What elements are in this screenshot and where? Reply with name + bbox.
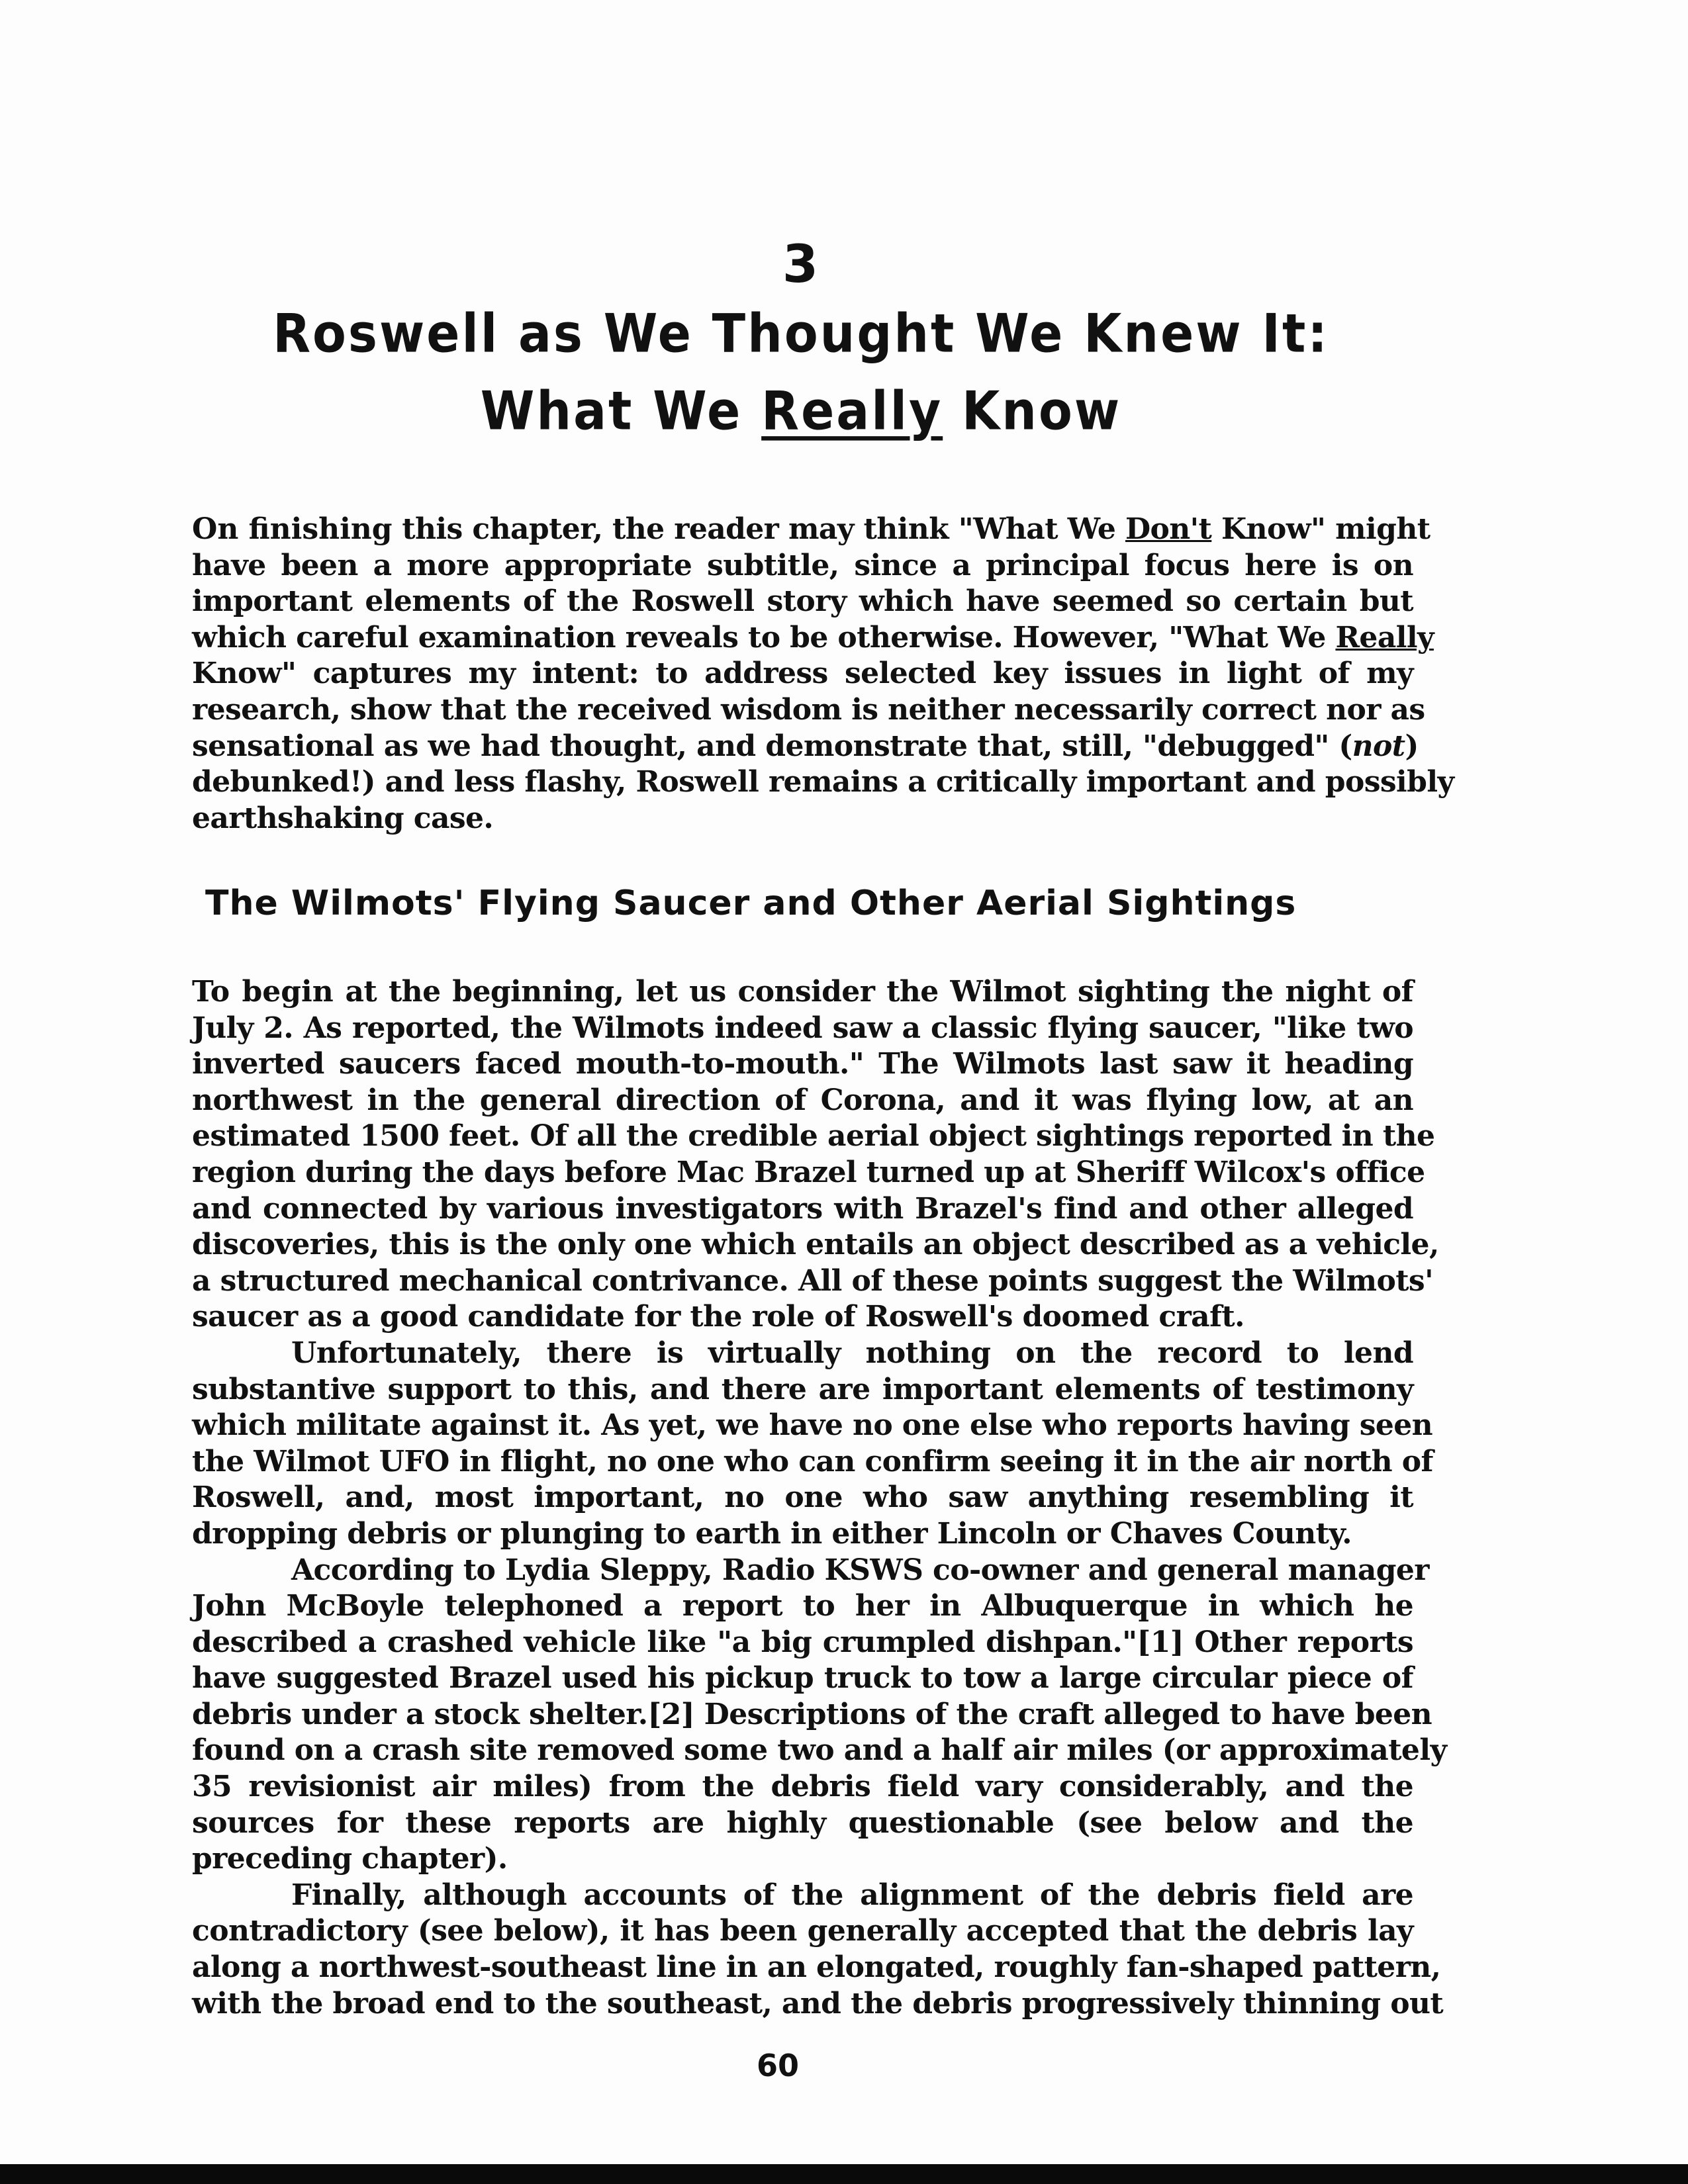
text-run: ) bbox=[1405, 729, 1419, 763]
text-line: and connected by various investigators with Brazel's find and other alleged bbox=[192, 1191, 1413, 1226]
text-line: Know" captures my intent: to address selected key issues in light of my bbox=[192, 657, 1413, 691]
text-line: John McBoyle telephoned a report to her in Albuquerque in which he bbox=[192, 1589, 1413, 1623]
title-emphasis: Really bbox=[761, 380, 943, 442]
text-line: have been a more appropriate subtitle, since a principal focus here is on bbox=[192, 548, 1413, 582]
text-line: earthshaking case. bbox=[192, 801, 494, 835]
text-line: estimated 1500 feet. Of all the credible aerial object sightings reported in the bbox=[192, 1119, 1435, 1154]
body-text bbox=[192, 974, 1447, 2022]
text-line: discoveries, this is the only one which entails an object described as a vehicle, bbox=[192, 1228, 1439, 1262]
text-line: saucer as a good candidate for the role of Roswell's doomed craft. bbox=[192, 1300, 1244, 1334]
chapter-title bbox=[132, 295, 1470, 449]
emphasis: Really bbox=[1335, 620, 1434, 655]
text-line: substantive support to this, and there are important elements of testimony bbox=[192, 1372, 1413, 1406]
page-number: 60 bbox=[756, 2048, 799, 2083]
text-line: debunked!) and less flashy, Roswell remains a critically important and possibly bbox=[192, 765, 1454, 799]
text-line: with the broad end to the southeast, and the debris progressively thinning out bbox=[192, 1986, 1444, 2021]
text-line: research, show that the received wisdom is neither necessarily correct nor as bbox=[192, 692, 1425, 727]
text-line bbox=[192, 729, 1419, 765]
chapter-number: 3 bbox=[782, 235, 820, 295]
text-line: dropping debris or plunging to earth in either Lincoln or Chaves County. bbox=[192, 1516, 1352, 1551]
title-text: What We bbox=[480, 380, 762, 442]
text-line: Finally, although accounts of the alignment of the debris field are bbox=[291, 1878, 1413, 1912]
text-run: which careful examination reveals to be otherwise. However, "What We bbox=[192, 620, 1336, 655]
text-line: important elements of the Roswell story which have seemed so certain but bbox=[192, 584, 1413, 619]
text-line bbox=[192, 974, 1413, 1011]
text-line: 35 revisionist air miles) from the debris field vary considerably, and the bbox=[192, 1770, 1413, 1804]
text-line: contradictory (see below), it has been generally accepted that the debris lay bbox=[192, 1914, 1413, 1948]
intro-paragraph bbox=[192, 512, 1454, 837]
text-line: Roswell, and, most important, no one who saw anything resembling it bbox=[192, 1480, 1413, 1515]
text-line: preceding chapter). bbox=[192, 1842, 508, 1876]
text-line: July 2. As reported, the Wilmots indeed saw a classic flying saucer, "like two bbox=[192, 1011, 1413, 1045]
chapter-title-line-1: Roswell as We Thought We Knew It: bbox=[273, 303, 1329, 365]
text-line: described a crashed vehicle like "a big crumpled dishpan."[1] Other reports bbox=[192, 1625, 1413, 1659]
text-line: inverted saucers faced mouth-to-mouth." The Wilmots last saw it heading bbox=[192, 1047, 1413, 1081]
text-line: debris under a stock shelter.[2] Descriptions of the craft alleged to have been bbox=[192, 1697, 1432, 1731]
text-line: sources for these reports are highly questionable (see below and the bbox=[192, 1805, 1413, 1840]
lead-words: To begin bbox=[192, 975, 334, 1009]
emphasis: Don't bbox=[1125, 512, 1212, 546]
emphasis: not bbox=[1352, 729, 1405, 763]
text-line: the Wilmot UFO in flight, no one who can confirm seeing it in the air north of bbox=[192, 1444, 1433, 1479]
chapter-title-line-2 bbox=[132, 373, 1470, 450]
text-run: this chapter, the reader may think "What We bbox=[392, 512, 1125, 546]
text-line: have suggested Brazel used his pickup truck to tow a large circular piece of bbox=[192, 1661, 1413, 1696]
text-line bbox=[192, 620, 1434, 657]
section-heading: The Wilmots' Flying Saucer and Other Aerial Sightings bbox=[205, 884, 1297, 923]
text-line bbox=[192, 512, 1430, 548]
text-line: region during the days before Mac Brazel turned up at Sheriff Wilcox's office bbox=[192, 1155, 1425, 1189]
text-run: Know" might bbox=[1211, 512, 1430, 546]
text-line: found on a crash site removed some two and a half air miles (or approximately bbox=[192, 1733, 1447, 1768]
text-run: at the beginning, let us consider the Wilmot sighting the night of bbox=[333, 975, 1413, 1009]
text-line: According to Lydia Sleppy, Radio KSWS co-owner and general manager bbox=[291, 1553, 1429, 1587]
title-text: Know bbox=[943, 380, 1122, 442]
text-line: along a northwest-southeast line in an elongated, roughly fan-shaped pattern, bbox=[192, 1950, 1441, 1985]
text-line: northwest in the general direction of Corona, and it was flying low, at an bbox=[192, 1083, 1413, 1117]
text-line: which militate against it. As yet, we have no one else who reports having seen bbox=[192, 1408, 1433, 1443]
scan-edge-bar bbox=[0, 2164, 1688, 2184]
text-run: sensational as we had thought, and demonstrate that, still, "debugged" ( bbox=[192, 729, 1352, 763]
text-line: a structured mechanical contrivance. All of these points suggest the Wilmots' bbox=[192, 1263, 1433, 1298]
lead-words: On finishing bbox=[192, 512, 393, 546]
text-line: Unfortunately, there is virtually nothing on the record to lend bbox=[291, 1336, 1413, 1370]
